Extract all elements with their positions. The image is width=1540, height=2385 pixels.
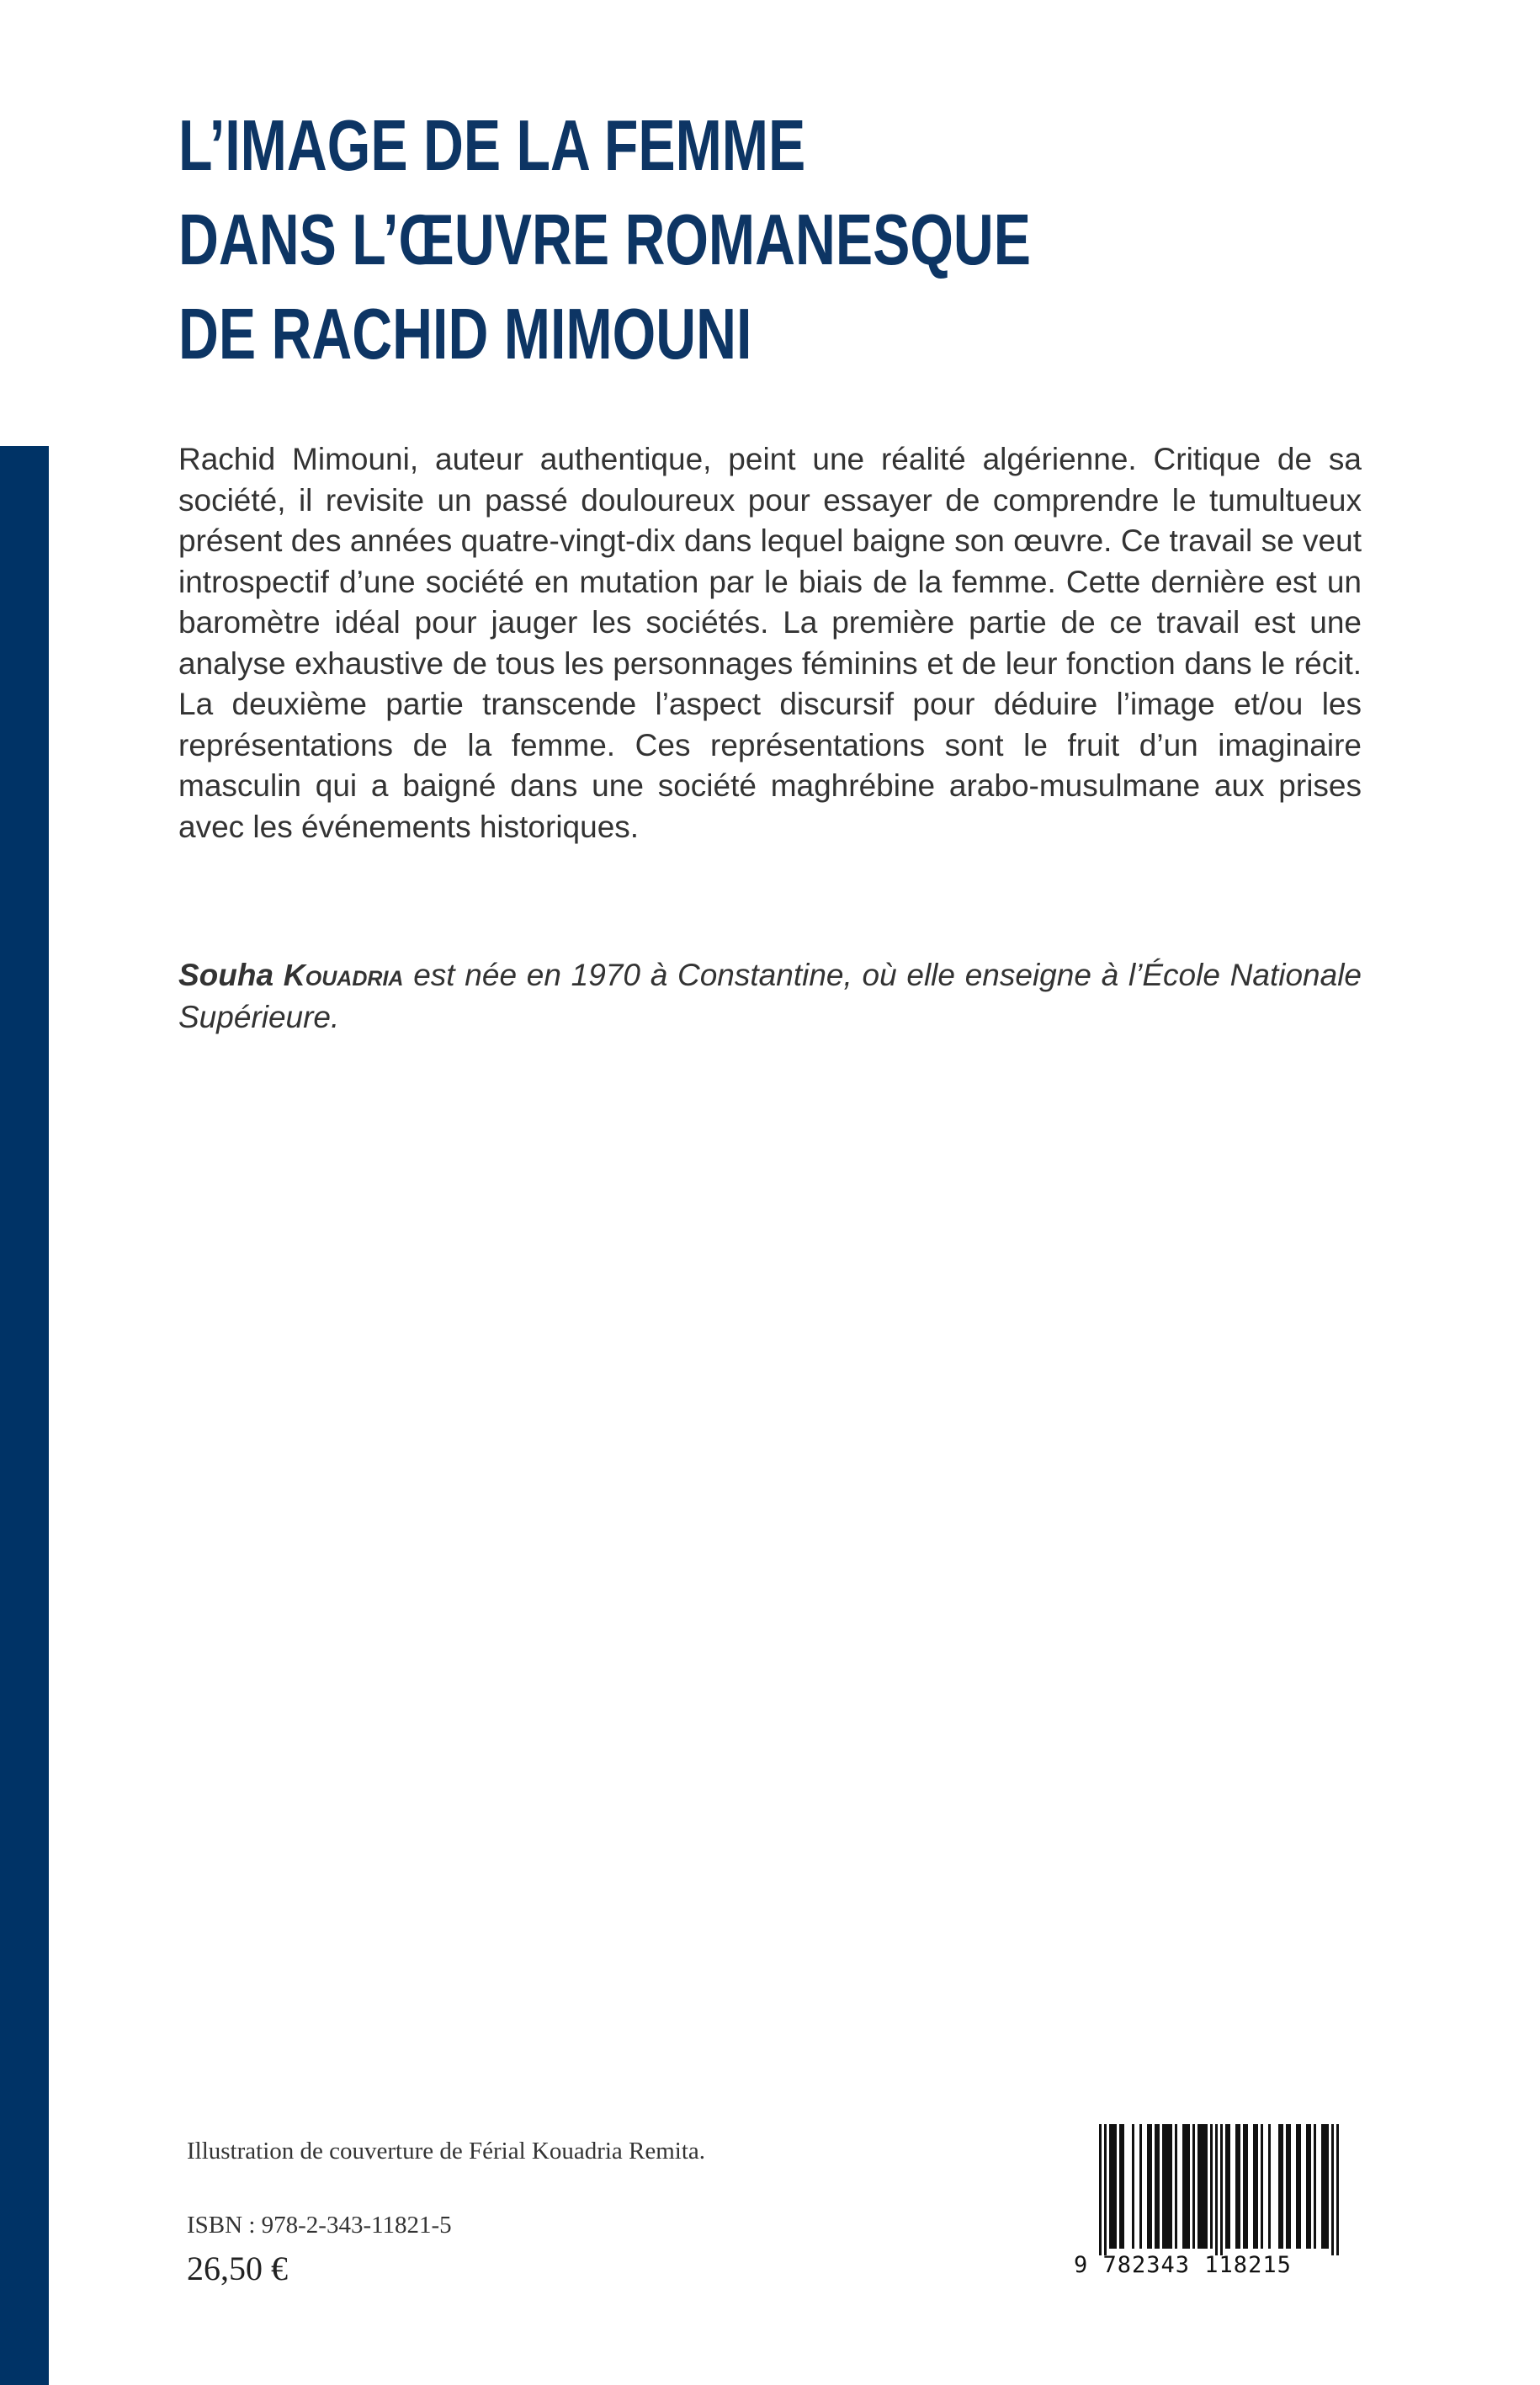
barcode-bar (1306, 2124, 1309, 2249)
title-line-2: DANS L’ŒUVRE ROMANESQUE (178, 200, 1032, 280)
barcode-bar (1155, 2124, 1157, 2249)
barcode-bar (1326, 2124, 1329, 2249)
barcode-bar (1215, 2124, 1218, 2255)
book-summary: Rachid Mimouni, auteur authentique, peint une réalité algérienne. Critique de sa société, il revisite un passé douloureux pour essayer de comprendre le tumultueux présent des années quatre-vingt-dix dans lequel baigne son œuvre. Ce travail se veut introspectif d’une société en mutation par le biais de la femme. Cette dernière est un baromètre idéal pour jauger les sociétés. La première partie de ce travail est une analyse exhaustive de tous les personnages féminins et de leur fonction dans le récit. La deuxième partie transcende l’aspect discursif pour déduire l’image et/ou les représentations de la femme. Ces représentations sont le fruit d’un imaginaire masculin qui a baigné dans une société maghrébine arabo-musulmane aux prises avec les événements historiques. (178, 442, 1362, 844)
barcode-bar (1197, 2124, 1200, 2249)
barcode-bar (1167, 2124, 1170, 2249)
barcode-bar (1228, 2124, 1230, 2249)
book-title (178, 99, 1031, 382)
barcode-bar (1170, 2124, 1172, 2249)
barcode-bar (1187, 2124, 1190, 2249)
barcode-bars (1074, 2121, 1360, 2255)
barcode-bar (1150, 2124, 1152, 2249)
barcode-bar (1243, 2124, 1245, 2249)
title-line-1: L’IMAGE DE LA FEMME (178, 106, 806, 186)
author-bio-text: est née en 1970 à Constantine, où elle enseigne à l’École Nationale Supérieure. (178, 958, 1362, 1034)
barcode-bar (1104, 2124, 1107, 2255)
barcode-bar (1165, 2124, 1167, 2249)
author-bio (178, 954, 1362, 1038)
barcode-bar (1099, 2124, 1102, 2255)
barcode-digits: 9 782343 118215 (1074, 2252, 1292, 2278)
barcode-bar (1185, 2124, 1187, 2249)
barcode-bar (1205, 2124, 1208, 2249)
barcode-bar (1119, 2124, 1122, 2249)
barcode-bar (1192, 2124, 1195, 2249)
barcode-bar (1298, 2124, 1301, 2249)
barcode-bar (1157, 2124, 1160, 2249)
illustration-credit: Illustration de couverture de Férial Kouadria Remita. (187, 2138, 706, 2165)
barcode-bar (1112, 2124, 1114, 2249)
barcode-bar (1203, 2124, 1205, 2249)
barcode-bar (1200, 2124, 1203, 2249)
barcode-bar (1235, 2124, 1238, 2249)
barcode-bar (1139, 2124, 1142, 2249)
barcode-bar (1331, 2124, 1334, 2255)
barcode-bar (1114, 2124, 1117, 2249)
barcode-bar (1309, 2124, 1311, 2249)
barcode-bar (1147, 2124, 1150, 2249)
barcode-bar (1324, 2124, 1326, 2249)
barcode (1074, 2121, 1360, 2289)
barcode-bar (1132, 2124, 1134, 2249)
barcode-bar (1286, 2124, 1288, 2249)
barcode-bar (1281, 2124, 1283, 2249)
barcode-bar (1296, 2124, 1298, 2249)
barcode-bar (1220, 2124, 1223, 2255)
barcode-bar (1122, 2124, 1124, 2249)
barcode-bar (1314, 2124, 1316, 2249)
barcode-bar (1210, 2124, 1213, 2249)
barcode-bar (1261, 2124, 1263, 2249)
barcode-bar (1256, 2124, 1258, 2249)
author-last-name: Kouadria (283, 958, 404, 992)
title-line-3: DE RACHID MIMOUNI (178, 295, 752, 374)
barcode-bar (1238, 2124, 1240, 2249)
barcode-bar (1162, 2124, 1165, 2249)
barcode-bar (1245, 2124, 1248, 2249)
barcode-bar (1225, 2124, 1228, 2249)
barcode-bar (1253, 2124, 1256, 2249)
barcode-bar (1182, 2124, 1185, 2249)
barcode-bar (1278, 2124, 1281, 2249)
price-text: 26,50 € (187, 2250, 288, 2287)
isbn-text: ISBN : 978-2-343-11821-5 (187, 2212, 452, 2239)
barcode-bar (1288, 2124, 1291, 2249)
author-first-name: Souha (178, 958, 274, 992)
barcode-bar (1321, 2124, 1324, 2249)
barcode-bar (1336, 2124, 1339, 2255)
barcode-bar (1268, 2124, 1271, 2249)
side-accent-bar (0, 446, 49, 2385)
barcode-bar (1175, 2124, 1177, 2249)
barcode-bar (1109, 2124, 1112, 2249)
